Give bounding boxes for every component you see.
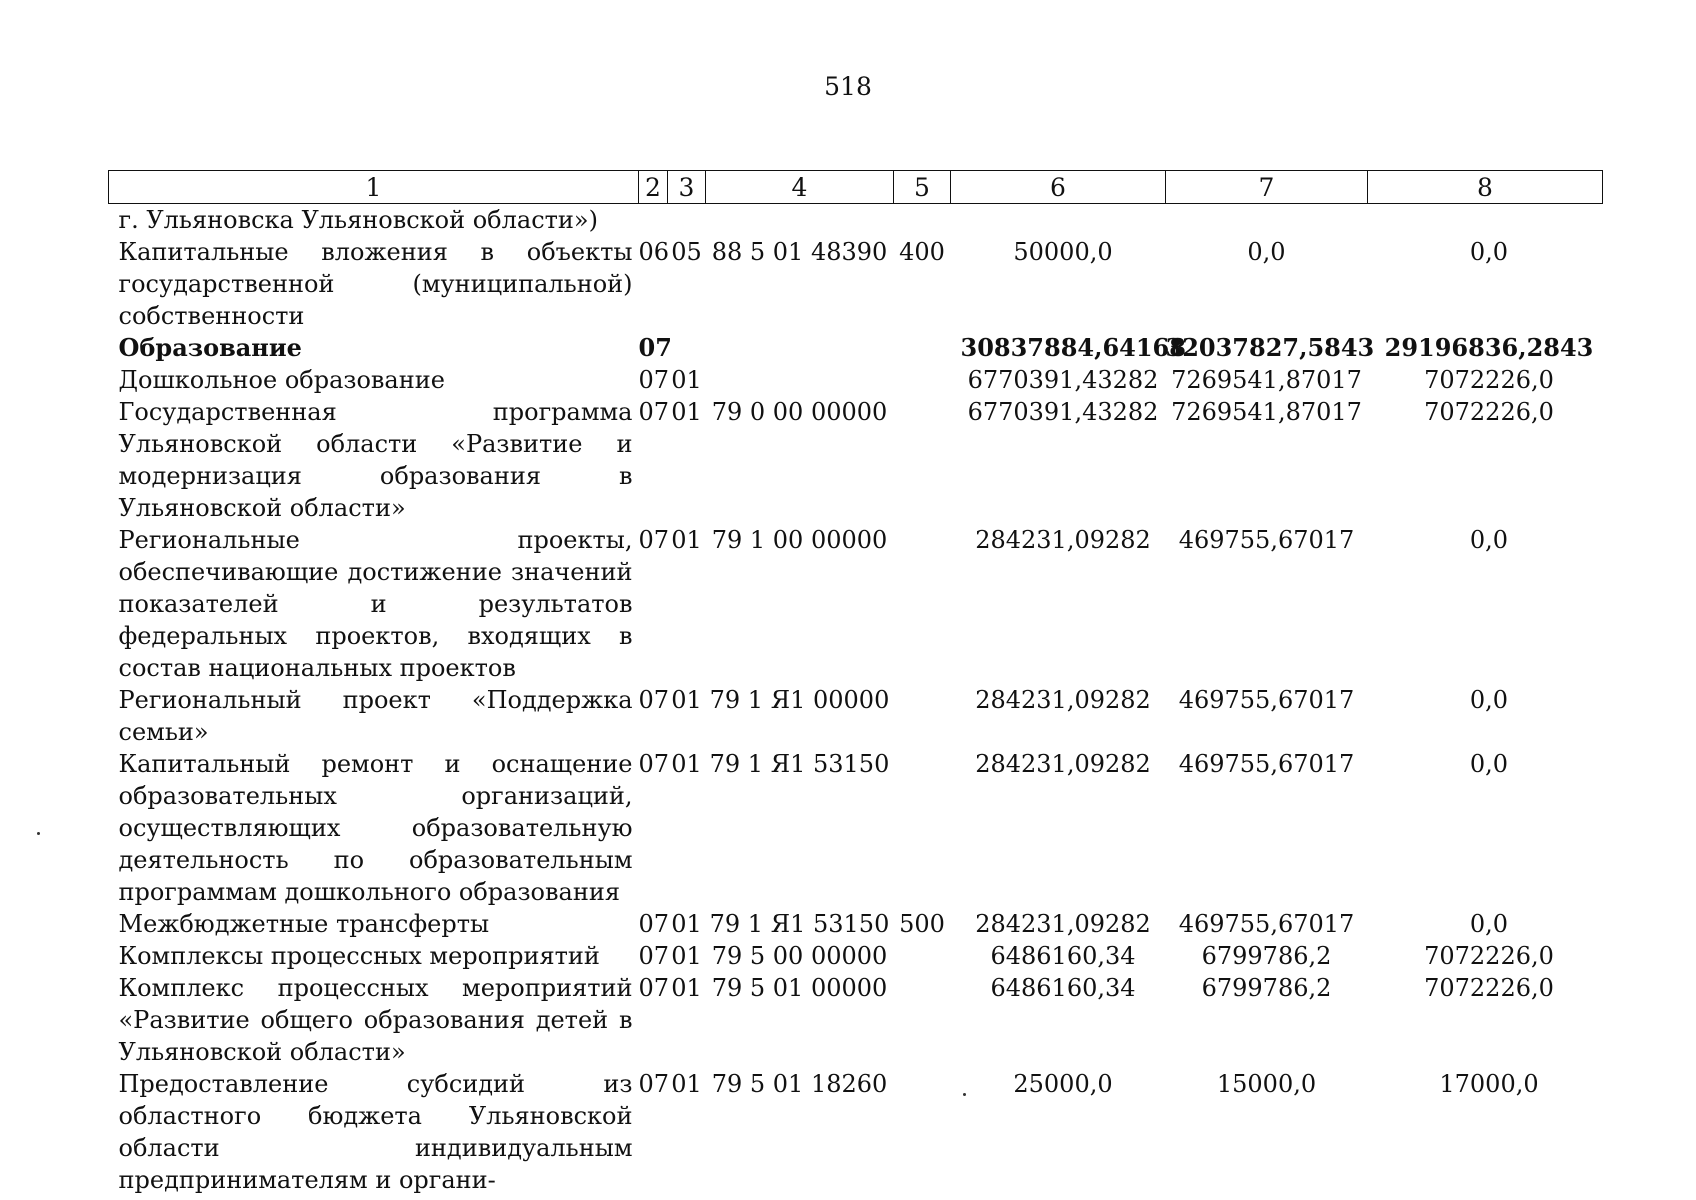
table-row <box>109 396 1603 524</box>
row-expense-type: 500 <box>899 910 945 938</box>
row-section: 07 <box>638 1070 670 1098</box>
row-amount-col6: 284231,09282 <box>975 526 1151 554</box>
table-row <box>109 972 1603 1068</box>
row-name: Капитальные вложения в объекты государственной (муниципальной) собственности <box>118 238 633 330</box>
row-section: 07 <box>638 974 670 1002</box>
header-col-1: 1 <box>109 171 639 204</box>
row-amount-col8: 0,0 <box>1469 526 1509 554</box>
row-amount-col6: 284231,09282 <box>975 750 1151 778</box>
row-section: 07 <box>638 526 670 554</box>
row-target-code: 79 1 Я1 53150 <box>709 910 890 938</box>
row-section: 06 <box>638 238 670 266</box>
row-amount-col8: 7072226,0 <box>1424 366 1554 394</box>
row-amount-col6: 284231,09282 <box>975 686 1151 714</box>
row-subsection: 05 <box>671 238 702 266</box>
row-expense-type <box>894 396 951 524</box>
table-row <box>109 940 1603 972</box>
row-subsection <box>668 332 706 364</box>
row-amount-col7: 32037827,5843 <box>1165 333 1375 362</box>
row-target-code: 79 5 01 00000 <box>711 974 888 1002</box>
page-number: 518 <box>824 72 872 101</box>
row-name: Государственная программа Ульяновской области «Развитие и модернизация образования в Ульяновской области» <box>118 398 633 522</box>
row-amount-col7: 6799786,2 <box>1201 974 1332 1002</box>
header-col-4: 4 <box>706 171 894 204</box>
table-row <box>109 748 1603 908</box>
row-name: Капитальный ремонт и оснащение образовательных организаций, осуществляющих образовательную деятельность по образовательным программам дошкольного образования <box>118 750 633 906</box>
row-target-code: 88 5 01 48390 <box>711 238 888 266</box>
row-expense-type <box>894 364 951 396</box>
row-name: Образование <box>118 333 302 362</box>
row-name: Региональный проект «Поддержка семьи» <box>118 686 633 746</box>
table-row <box>109 332 1603 364</box>
row-amount-col7: 15000,0 <box>1216 1070 1317 1098</box>
row-target-code <box>706 364 894 396</box>
row-amount-col6: 25000,0 <box>1013 1070 1113 1098</box>
row-amount-col7: 7269541,87017 <box>1171 398 1362 426</box>
row-subsection: 01 <box>671 366 702 394</box>
row-section: 07 <box>638 366 670 394</box>
row-name: Предоставление субсидий из областного бюджета Ульяновской области индивидуальным предпринимателям и органи- <box>118 1070 633 1194</box>
row-expense-type <box>894 204 951 237</box>
row-amount-col6: 50000,0 <box>1013 238 1113 266</box>
row-expense-type <box>894 972 951 1068</box>
table-row <box>109 908 1603 940</box>
table-header <box>109 171 1603 204</box>
row-subsection: 01 <box>671 398 702 426</box>
row-amount-col6: 6486160,34 <box>990 974 1136 1002</box>
row-amount-col8: 29196836,2843 <box>1384 333 1594 362</box>
header-col-2: 2 <box>639 171 668 204</box>
table-row <box>109 204 1603 237</box>
scan-speck <box>37 832 40 835</box>
row-target-code: 79 1 Я1 00000 <box>709 686 890 714</box>
scan-speck <box>963 1093 966 1096</box>
header-col-5: 5 <box>894 171 951 204</box>
row-amount-col7: 469755,67017 <box>1178 910 1355 938</box>
row-amount-col6: 6770391,43282 <box>967 366 1159 394</box>
row-section <box>639 204 668 237</box>
row-section: 07 <box>638 686 670 714</box>
row-name: Комплекс процессных мероприятий «Развитие общего образования детей в Ульяновской области» <box>118 974 633 1066</box>
table-row <box>109 364 1603 396</box>
row-amount-col7: 7269541,87017 <box>1171 366 1362 394</box>
row-amount-col6 <box>951 204 1166 237</box>
table-body <box>109 204 1603 1197</box>
table-row <box>109 684 1603 748</box>
row-amount-col6: 284231,09282 <box>975 910 1151 938</box>
header-row <box>109 171 1603 204</box>
row-target-code: 79 1 00 00000 <box>711 526 888 554</box>
budget-table <box>108 170 1602 1196</box>
row-amount-col7: 0,0 <box>1247 238 1286 266</box>
header-col-7: 7 <box>1166 171 1368 204</box>
header-col-3: 3 <box>668 171 706 204</box>
row-amount-col8: 17000,0 <box>1439 1070 1539 1098</box>
row-amount-col7 <box>1166 204 1368 237</box>
row-name: Дошкольное образование <box>118 366 445 394</box>
row-name: Межбюджетные трансферты <box>118 910 490 938</box>
row-amount-col7: 469755,67017 <box>1178 526 1355 554</box>
row-subsection: 01 <box>671 910 702 938</box>
row-section: 07 <box>638 333 672 362</box>
row-name: г. Ульяновска Ульяновской области») <box>118 206 598 234</box>
row-amount-col7: 6799786,2 <box>1201 942 1332 970</box>
row-subsection: 01 <box>671 526 702 554</box>
row-subsection <box>668 204 706 237</box>
row-section: 07 <box>638 910 670 938</box>
row-amount-col8 <box>1368 204 1603 237</box>
row-target-code: 79 5 01 18260 <box>711 1070 888 1098</box>
row-amount-col6: 6770391,43282 <box>967 398 1159 426</box>
row-subsection: 01 <box>671 1070 702 1098</box>
row-amount-col8: 7072226,0 <box>1424 398 1554 426</box>
row-amount-col6: 30837884,64168 <box>960 333 1186 362</box>
table-row <box>109 1068 1603 1196</box>
row-amount-col7: 469755,67017 <box>1178 750 1355 778</box>
row-amount-col8: 0,0 <box>1469 910 1509 938</box>
row-target-code: 79 1 Я1 53150 <box>709 750 890 778</box>
header-col-8: 8 <box>1368 171 1603 204</box>
row-target-code: 79 0 00 00000 <box>711 398 888 426</box>
row-section: 07 <box>638 942 670 970</box>
row-subsection: 01 <box>671 750 702 778</box>
row-expense-type <box>894 940 951 972</box>
row-amount-col7: 469755,67017 <box>1178 686 1355 714</box>
table-row <box>109 236 1603 332</box>
row-section: 07 <box>638 750 670 778</box>
row-section: 07 <box>638 398 670 426</box>
row-amount-col8: 7072226,0 <box>1424 942 1554 970</box>
table-row <box>109 524 1603 684</box>
row-amount-col8: 7072226,0 <box>1424 974 1554 1002</box>
header-col-6: 6 <box>951 171 1166 204</box>
row-target-code <box>706 204 894 237</box>
row-name: Комплексы процессных мероприятий <box>118 942 600 970</box>
row-subsection: 01 <box>671 942 702 970</box>
row-target-code: 79 5 00 00000 <box>711 942 888 970</box>
budget-table-grid <box>108 170 1603 1196</box>
row-amount-col8: 0,0 <box>1469 750 1509 778</box>
row-expense-type <box>894 1068 951 1196</box>
row-expense-type <box>894 684 951 748</box>
row-name: Региональные проекты, обеспечивающие достижение значений показателей и результатов федеральных проектов, входящих в состав национальных проектов <box>118 526 633 682</box>
row-expense-type <box>894 524 951 684</box>
row-target-code <box>706 332 894 364</box>
row-amount-col8: 0,0 <box>1469 686 1509 714</box>
row-amount-col6: 6486160,34 <box>990 942 1136 970</box>
row-amount-col8: 0,0 <box>1469 238 1509 266</box>
row-expense-type: 400 <box>899 238 945 266</box>
row-expense-type <box>894 332 951 364</box>
row-subsection: 01 <box>671 686 702 714</box>
row-expense-type <box>894 748 951 908</box>
row-subsection: 01 <box>671 974 702 1002</box>
